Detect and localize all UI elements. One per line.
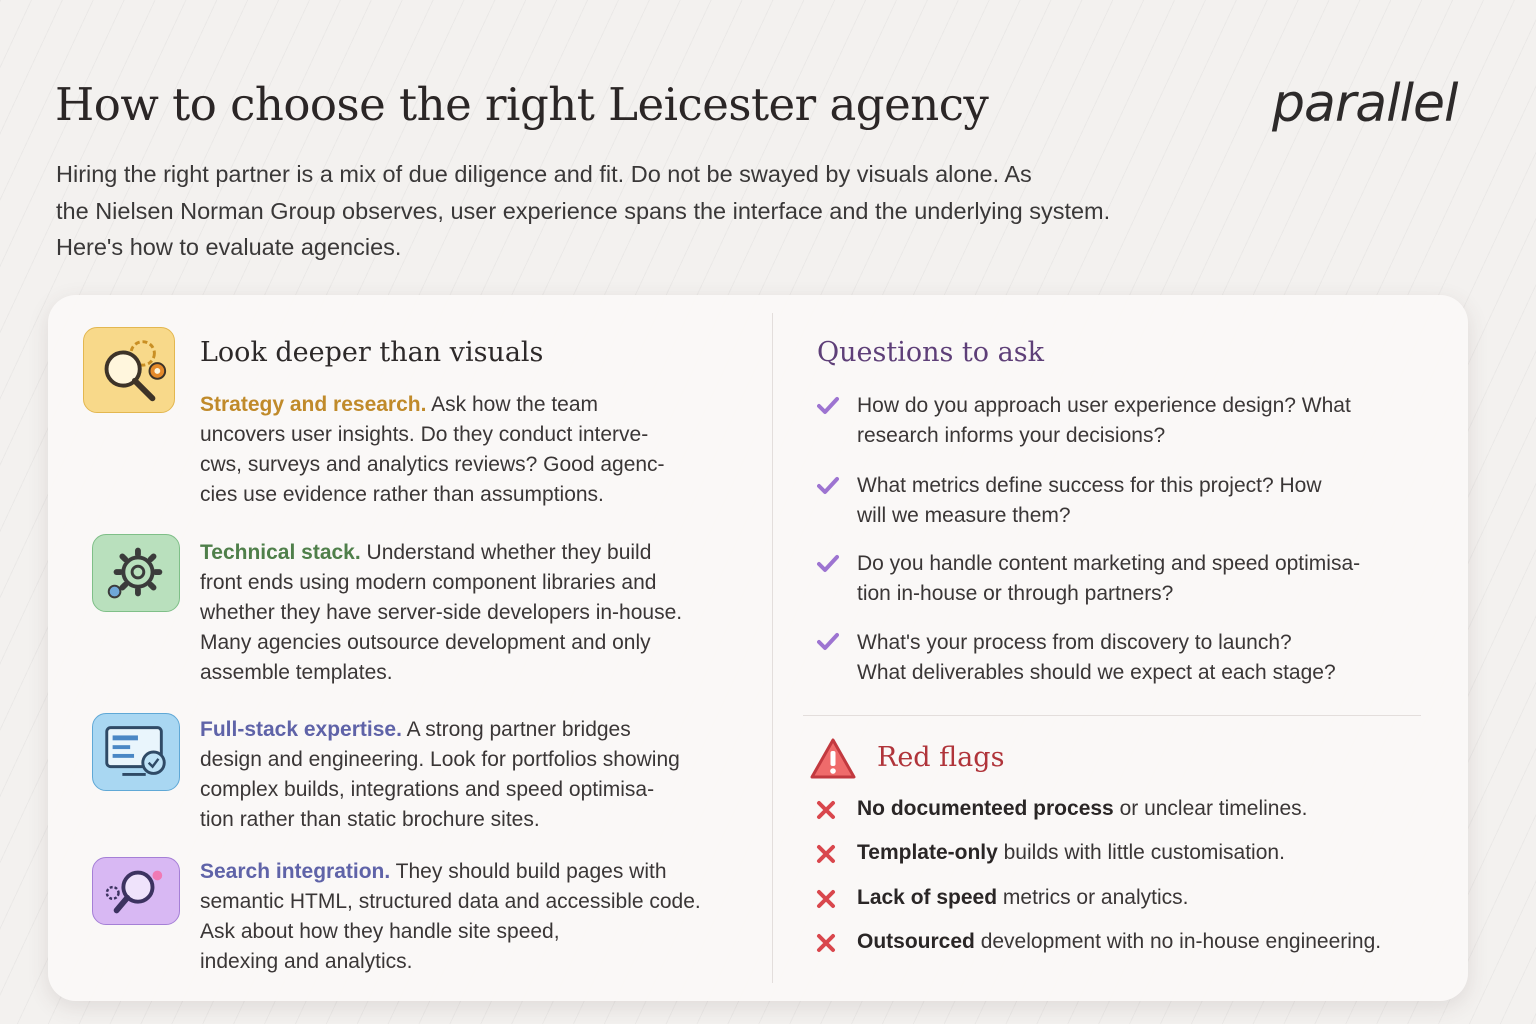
gear-icon [92, 534, 180, 612]
para-line: assemble templates. [200, 661, 393, 684]
red-flag-text: builds with little customisation. [997, 841, 1285, 864]
left-heading: Look deeper than visuals [200, 337, 544, 368]
search-lead: Search integration. [200, 860, 391, 883]
para-line: uncovers user insights. Do they conduct interve- [200, 423, 649, 446]
check-icon [817, 632, 839, 652]
intro-paragraph [56, 156, 1196, 266]
question-item [857, 471, 1322, 530]
red-flag-item [857, 841, 1285, 865]
cross-icon [816, 844, 836, 864]
question-line: What metrics define success for this project? How [857, 474, 1322, 497]
para-line: Many agencies outsource development and only [200, 631, 651, 654]
red-flag-item [857, 886, 1188, 910]
red-flag-bold: Outsourced [857, 930, 975, 953]
brand-logo: parallel [1272, 74, 1458, 134]
technical-paragraph [200, 538, 682, 688]
technical-lead: Technical stack. [200, 541, 361, 564]
para-line: cies use evidence rather than assumptions. [200, 483, 604, 506]
fullstack-paragraph [200, 715, 680, 835]
intro-line: Here's how to evaluate agencies. [56, 234, 402, 260]
red-flags-heading: Red flags [877, 742, 1005, 773]
question-line: research informs your decisions? [857, 423, 1166, 447]
check-icon [817, 396, 839, 416]
column-divider [772, 313, 773, 983]
para-line: A strong partner bridges [401, 718, 631, 741]
question-line: How do you approach user experience design? What [857, 394, 1351, 417]
fullstack-lead: Full-stack expertise. [200, 718, 402, 741]
para-line: Understand whether they build [360, 541, 652, 564]
para-line: complex builds, integrations and speed optimisa- [200, 778, 655, 801]
para-line: front ends using modern component libraries and [200, 571, 657, 594]
section-divider [803, 715, 1421, 716]
intro-line: Hiring the right partner is a mix of due diligence and fit. Do not be swayed by visuals alone. As [56, 161, 1032, 187]
para-line: semantic HTML, structured data and accessible code. [200, 890, 701, 913]
cross-icon [816, 933, 836, 953]
red-flag-bold: Template-only [857, 841, 998, 864]
questions-heading: Questions to ask [817, 337, 1044, 368]
para-line: design and engineering. Look for portfolios showing [200, 748, 680, 771]
intro-line: the Nielsen Norman Group observes, user experience spans the interface and the underlying system. [56, 197, 1111, 224]
question-item [857, 549, 1360, 608]
search-gear-icon [92, 857, 180, 925]
question-line: tion in-house or through partners? [857, 581, 1174, 605]
red-flag-text: development with no in-house engineering. [974, 930, 1382, 953]
para-line: whether they have server-side developers in-house. [200, 601, 683, 624]
para-line: They should build pages with [390, 860, 667, 883]
para-line: Ask how the team [426, 393, 599, 416]
para-line: tion rather than static brochure sites. [200, 808, 540, 831]
check-icon [817, 554, 839, 574]
question-line: Do you handle content marketing and speed optimisa- [857, 552, 1361, 575]
magnifier-gear-icon [83, 327, 175, 413]
monitor-check-icon [92, 713, 180, 791]
question-line: What deliverables should we expect at each stage? [857, 660, 1336, 684]
red-flag-bold: Lack of speed [857, 886, 998, 909]
para-line: cws, surveys and analytics reviews? Good agenc- [200, 453, 665, 476]
red-flag-item [857, 797, 1307, 821]
red-flag-text: or unclear timelines. [1113, 797, 1308, 820]
question-item [857, 391, 1351, 450]
cross-icon [816, 800, 836, 820]
check-icon [817, 476, 839, 496]
para-line: indexing and analytics. [200, 950, 413, 973]
cross-icon [816, 889, 836, 909]
page-title: How to choose the right Leicester agency [55, 78, 989, 131]
strategy-paragraph [200, 390, 665, 510]
warning-icon [809, 737, 857, 781]
red-flag-item [857, 930, 1381, 954]
para-line: Ask about how they handle site speed, [200, 920, 560, 943]
strategy-lead: Strategy and research. [200, 393, 427, 416]
red-flag-text: metrics or analytics. [997, 886, 1189, 909]
question-line: will we measure them? [857, 503, 1071, 527]
question-item [857, 628, 1336, 687]
question-line: What's your process from discovery to launch? [857, 631, 1292, 654]
red-flag-bold: No documenteed process [857, 797, 1114, 820]
search-paragraph [200, 857, 701, 977]
